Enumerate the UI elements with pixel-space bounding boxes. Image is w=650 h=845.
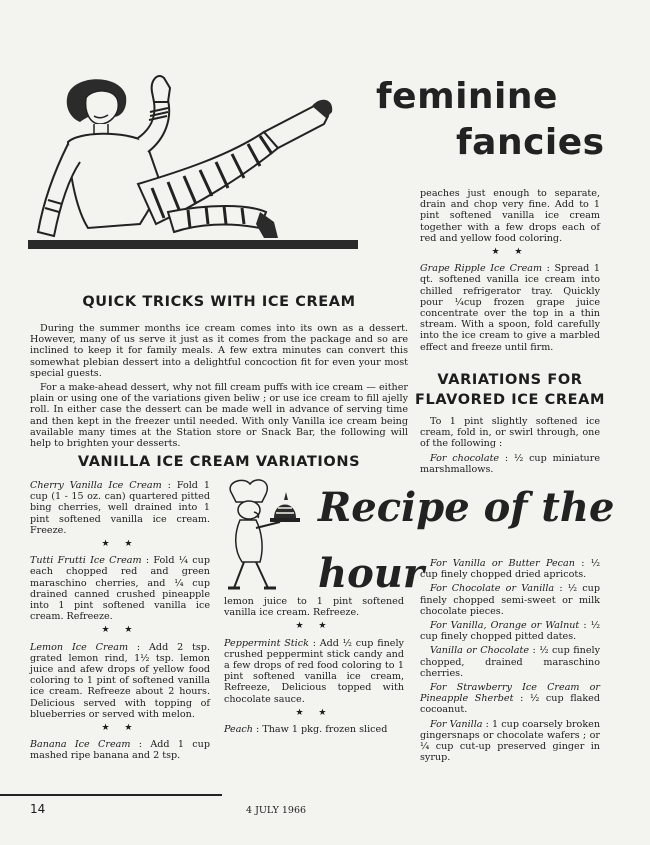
- flavor-name: For Strawberry Ice Cream or Pineapple Sherbet: [420, 682, 600, 705]
- middle-column: [224, 596, 404, 738]
- recipe-banner-line2: hour: [318, 550, 424, 597]
- flavor-name: For chocolate: [430, 452, 500, 464]
- intro-body: [30, 323, 408, 452]
- recipe-peach-continued: peaches just enough to separate, drain and chop very fine. Add to 1 pint softened vanilla ice cream together with a few drops each of red and yellow food coloring.: [420, 188, 600, 244]
- flavor-name: For Vanilla or Butter Pecan: [430, 558, 575, 569]
- intro-heading: QUICK TRICKS WITH ICE CREAM: [82, 294, 356, 310]
- flavor-item: [420, 620, 600, 642]
- recipe-name: Lemon Ice Cream: [30, 641, 129, 653]
- flavor-name: For Vanilla, Orange or Walnut: [430, 620, 580, 632]
- recipe-lemon: [30, 642, 210, 720]
- intro-paragraph: During the summer months ice cream comes into its own as a dessert. However, many of us serve it just as it comes from the package and so are inclined to keep it for family meals. A few extra minutes can convert this somewhat plebian dessert into a delightful concoction fit for even your most special guests.: [30, 323, 408, 379]
- star-divider: ★ ★: [101, 539, 139, 550]
- flavored-heading-line2: FLAVORED ICE CREAM: [415, 392, 605, 408]
- recipe-text: : Thaw 1 pkg. frozen sliced: [256, 724, 388, 736]
- page-number: 14: [30, 802, 46, 816]
- recipe-name: Tutti Frutti Ice Cream: [30, 555, 142, 567]
- flavor-text: : ½ cup flaked cocoanut.: [420, 693, 600, 716]
- flavor-text: : ½ cup miniature marshmallows.: [420, 452, 600, 475]
- recipe-name: Cherry Vanilla Ice Cream: [30, 480, 162, 491]
- feature-title-fancies: fancies: [456, 122, 605, 163]
- flavor-text: : ½ cup finely chopped semi-sweet or milk chocolate pieces.: [420, 583, 600, 617]
- right-column-bottom: [420, 558, 600, 766]
- star-divider: ★ ★: [295, 621, 333, 632]
- flavor-name: Vanilla or Chocolate: [430, 645, 529, 657]
- recipe-banner-line1: Recipe of the: [318, 484, 615, 531]
- recipe-peach: [224, 724, 404, 735]
- flavor-text: : ½ cup finely chopped dried apricots.: [420, 558, 600, 581]
- chef-illustration: [214, 478, 314, 596]
- recipe-cherry-vanilla: [30, 480, 210, 536]
- recipe-text: : Fold ¼ cup each chopped red and green maraschino cherries, and ¼ cup drained canned crushed pineapple into 1 pint softened vanilla ice cream. Refreeze.: [30, 555, 210, 623]
- recipe-name: Peach: [224, 724, 253, 736]
- flavor-text: : 1 cup coarsely broken gingersnaps or chocolate wafers ; or ¼ cup cut-up preserved ginger in syrup.: [420, 718, 600, 764]
- star-divider: ★ ★: [101, 723, 139, 734]
- flavor-item: [420, 682, 600, 716]
- recipe-text: : Add ½ cup finely crushed peppermint stick candy and a few drops of red food coloring to 1 pint softened vanilla ice cream, Refreeze, Delicious topped with chocolate sauce.: [224, 637, 404, 705]
- recipe-grape-ripple: [420, 263, 600, 353]
- flavored-intro-text: To 1 pint slightly softened ice cream, fold in, or swirl through, one of the following :: [420, 416, 600, 450]
- recipe-peppermint-stick: [224, 638, 404, 705]
- feature-title-feminine: feminine: [376, 76, 558, 117]
- star-divider: ★ ★: [491, 247, 529, 258]
- left-column: [30, 480, 210, 765]
- woman-illustration: [28, 72, 360, 272]
- recipe-tutti-frutti: [30, 555, 210, 622]
- flavor-name: For Chocolate or Vanilla: [430, 583, 555, 595]
- flavored-heading-line1: VARIATIONS FOR: [437, 372, 583, 388]
- recipe-text: : Spread 1 qt. softened vanilla ice cream into chilled refrigerator tray. Quickly pour ¼cup frozen grape juice concentrate over the top in a thin stream. With a spoon, fold carefully into the ice cream to give a marbled effect and freeze until firm.: [420, 263, 600, 353]
- flavor-item: [420, 645, 600, 679]
- flavored-intro: [420, 416, 600, 478]
- star-divider: ★ ★: [101, 625, 139, 636]
- recipe-banana: [30, 739, 210, 761]
- recipe-text: : Add 1 cup mashed ripe banana and 2 tsp.: [30, 739, 210, 762]
- flavor-text: : ½ cup finely chopped pitted dates.: [420, 620, 600, 643]
- recipe-name: Peppermint Stick: [224, 637, 309, 649]
- recipe-text: : Fold 1 cup (1 - 15 oz. can) quartered pitted bing cherries, well drained into 1 pint softened vanilla ice cream. Freeze.: [30, 480, 210, 536]
- flavor-chocolate: [420, 453, 600, 475]
- flavor-item: [420, 583, 600, 617]
- flavor-item: [420, 719, 600, 764]
- vanilla-variations-heading: VANILLA ICE CREAM VARIATIONS: [77, 454, 361, 470]
- recipe-name: Grape Ripple Ice Cream: [420, 263, 543, 275]
- intro-paragraph: For a make-ahead dessert, why not fill cream puffs with ice cream — either plain or using one of the variations given beliw ; or use ice cream to fill ajelly roll. In either case the dessert can be made well in advance of serving time and then kept in the freezer until needed. With only Vanilla ice cream being available many times at the Station store or Snack Bar, the following will help to brighten your desserts.: [30, 382, 408, 450]
- flavor-item: [420, 558, 600, 580]
- issue-date: 4 JULY 1966: [246, 805, 307, 816]
- star-divider: ★ ★: [295, 707, 333, 718]
- recipe-name: Banana Ice Cream: [30, 739, 131, 751]
- footer-rule: [0, 794, 222, 796]
- flavor-text: : ½ cup finely chopped, drained maraschino cherries.: [420, 645, 600, 679]
- recipe-banana-continued: lemon juice to 1 pint softened vanilla ice cream. Refreeze.: [224, 596, 404, 619]
- right-column-top: [420, 188, 600, 356]
- flavor-name: For Vanilla: [430, 718, 483, 730]
- recipe-text: : Add 2 tsp. grated lemon rind, 1½ tsp. lemon juice and afew drops of yellow food coloring to 1 pint of softened vanilla ice cream. Refreeze about 2 hours. Delicious served with topping of blueberries or served with melon.: [30, 641, 210, 720]
